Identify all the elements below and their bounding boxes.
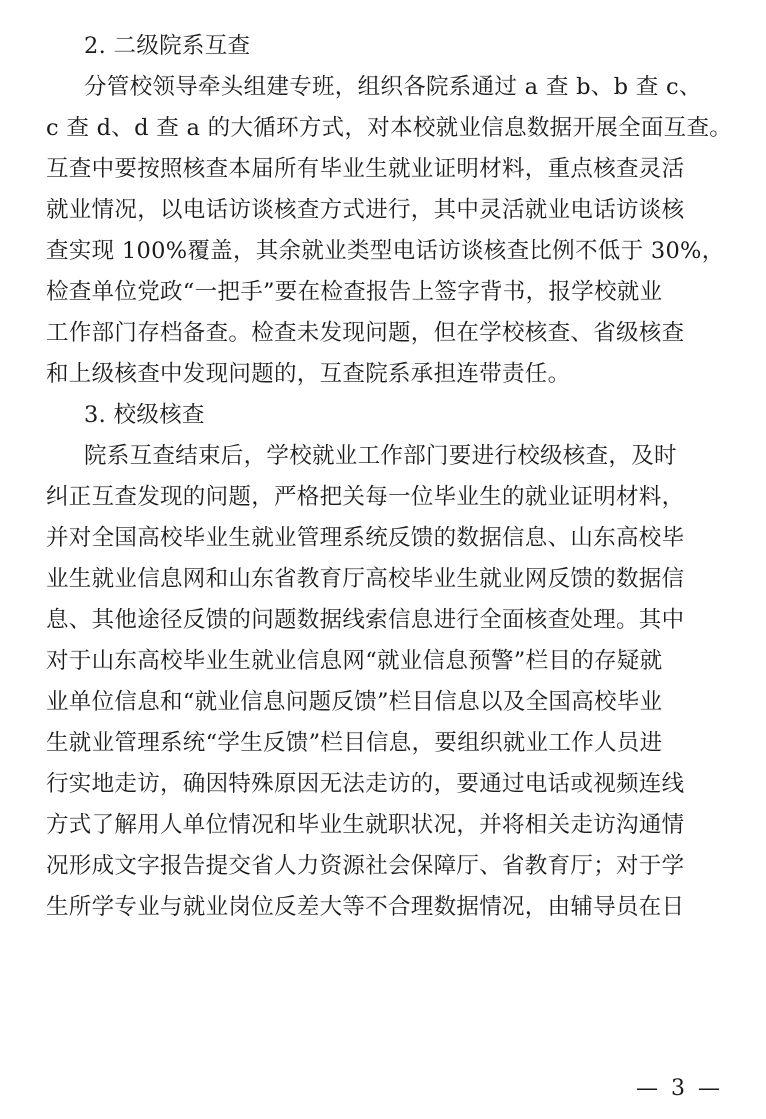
paragraph-line: 查实现 100%覆盖，其余就业类型电话访谈核查比例不低于 30%， [46, 238, 725, 264]
paragraph-line: 况形成文字报告提交省人力资源社会保障厅、省教育厅；对于学 [46, 853, 685, 879]
paragraph-line: c 查 d、d 查 a 的大循环方式，对本校就业信息数据开展全面互查。 [46, 115, 733, 141]
section-heading-3: 3. 校级核查 [84, 402, 205, 428]
body-text [46, 26, 736, 928]
paragraph-line: 对于山东高校毕业生就业信息网“就业信息预警”栏目的存疑就 [46, 648, 663, 674]
paragraph-line: 息、其他途径反馈的问题数据线索信息进行全面核查处理。其中 [46, 607, 685, 633]
paragraph-line: 并对全国高校毕业生就业管理系统反馈的数据信息、山东高校毕 [46, 525, 685, 551]
paragraph-line: 方式了解用人单位情况和毕业生就职状况，并将相关走访沟通情 [46, 812, 685, 838]
paragraph-line: 生所学专业与就业岗位反差大等不合理数据情况，由辅导员在日 [46, 894, 685, 920]
paragraph-line: 和上级核查中发现问题的，互查院系承担连带责任。 [46, 361, 571, 387]
paragraph-line: 工作部门存档备查。检查未发现问题，但在学校核查、省级核查 [46, 320, 685, 346]
section-heading-2: 2. 二级院系互查 [84, 33, 251, 59]
page-number: — 3 — [636, 1076, 723, 1101]
paragraph-line: 分管校领导牵头组建专班，组织各院系通过 a 查 b、b 查 c、 [84, 74, 702, 100]
paragraph-line: 院系互查结束后，学校就业工作部门要进行校级核查，及时 [84, 443, 677, 469]
paragraph-line: 互查中要按照核查本届所有毕业生就业证明材料，重点核查灵活 [46, 156, 685, 182]
paragraph-line: 纠正互查发现的问题，严格把关每一位毕业生的就业证明材料， [46, 484, 685, 510]
paragraph-line: 业单位信息和“就业信息问题反馈”栏目信息以及全国高校毕业 [46, 689, 663, 715]
paragraph-line: 生就业管理系统“学生反馈”栏目信息，要组织就业工作人员进 [46, 730, 663, 756]
paragraph-line: 就业情况，以电话访谈核查方式进行，其中灵活就业电话访谈核 [46, 197, 685, 223]
paragraph-line: 业生就业信息网和山东省教育厅高校毕业生就业网反馈的数据信 [46, 566, 685, 592]
paragraph-line: 检查单位党政“一把手”要在检查报告上签字背书，报学校就业 [46, 279, 663, 305]
paragraph-line: 行实地走访，确因特殊原因无法走访的，要通过电话或视频连线 [46, 771, 685, 797]
